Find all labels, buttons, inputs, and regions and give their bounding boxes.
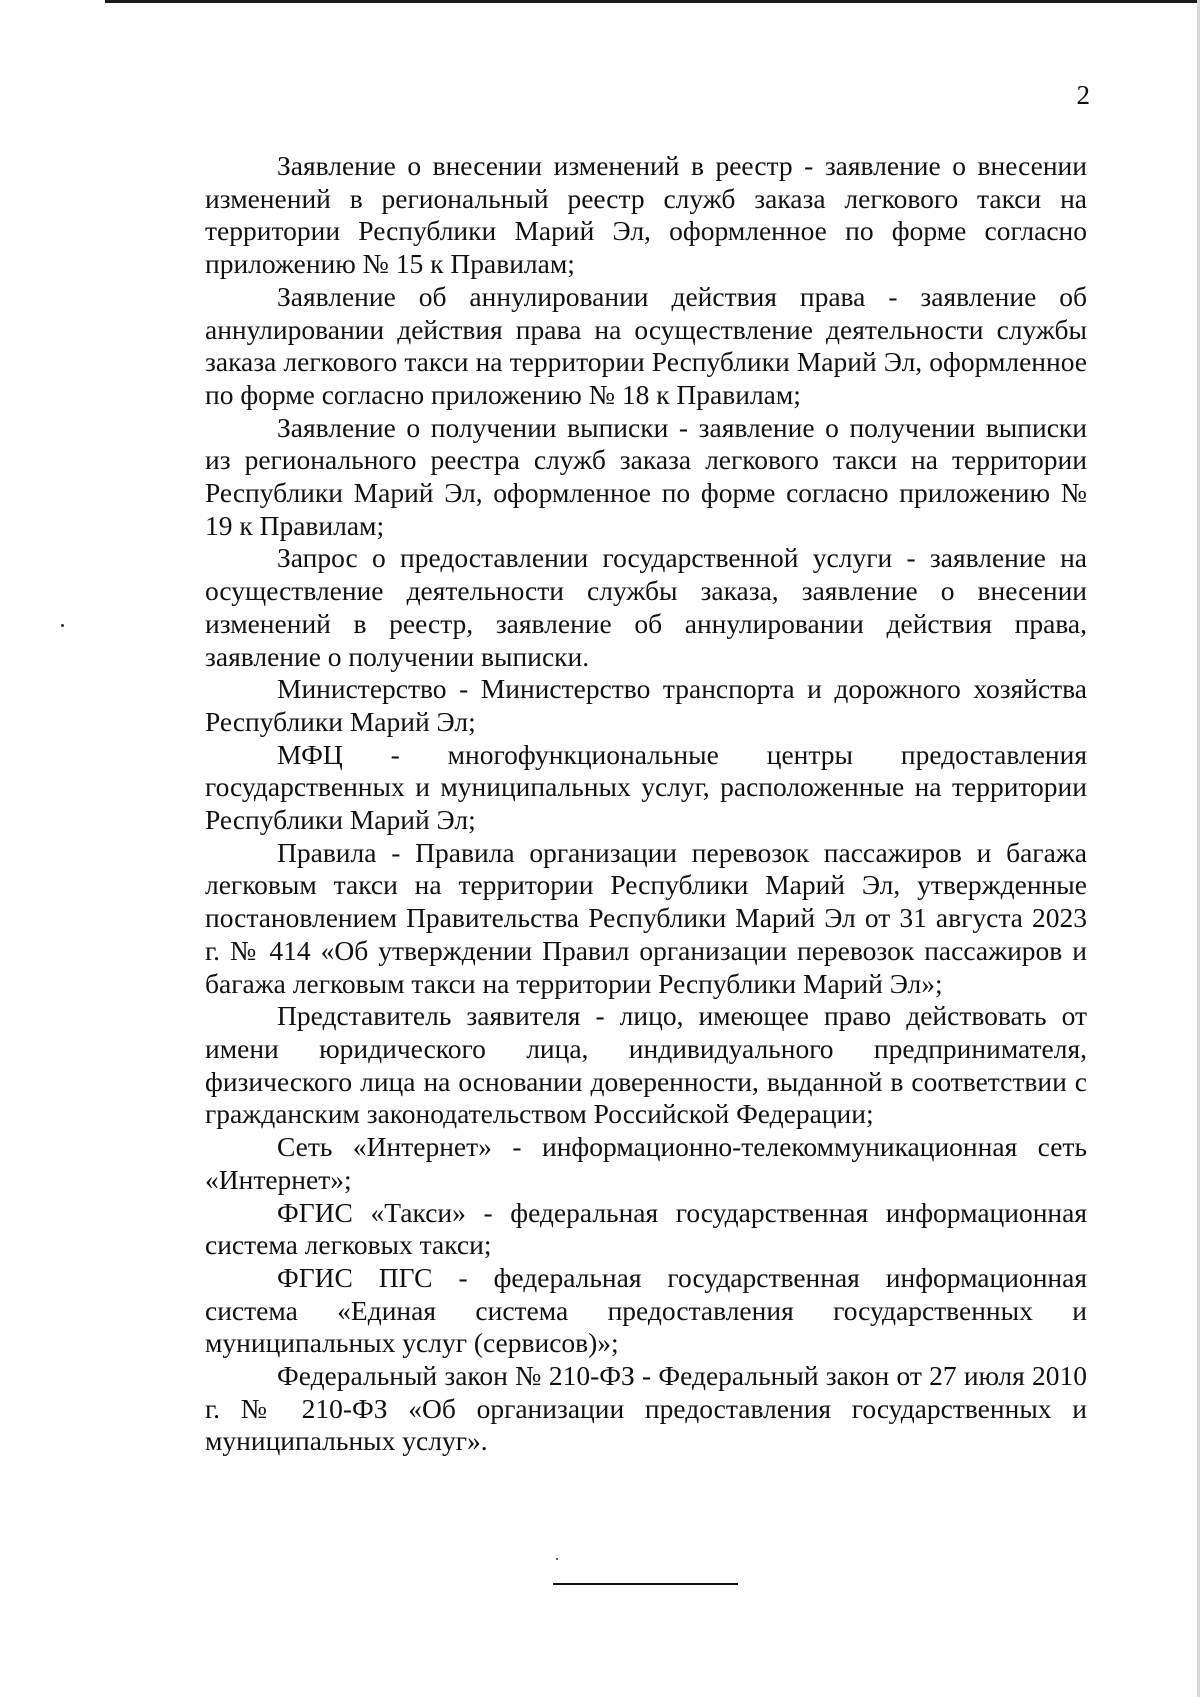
paragraph-rules: Правила - Правила организации перевозок пассажиров и багажа легковым такси на территории Республики Марий Эл, утвержденные постановлением Правительства Республики Марий Эл от 31 августа 2023 г. № 414 «Об утверждении Правил организации перевозок пассажиров и багажа легковым такси на территории Республики Марий Эл»;	[205, 836, 1087, 999]
paragraph-extract-application: Заявление о получении выписки - заявление о получении выписки из регионального реестра служб заказа легкового такси на территории Республики Марий Эл, оформленное по форме согласно приложению № 19 к Правилам;	[205, 411, 1087, 541]
paragraph-service-request: Запрос о предоставлении государственной услуги - заявление на осуществление деятельности службы заказа, заявление о внесении изменений в реестр, заявление об аннулировании действия права, заявление о получении выписки.	[205, 542, 1087, 672]
paragraph-change-registry-application: Заявление о внесении изменений в реестр - заявление о внесении изменений в региональный реестр служб заказа легкового такси на территории Республики Марий Эл, оформленное по форме согласно приложению № 15 к Правилам;	[205, 150, 1087, 280]
scan-speck	[61, 624, 64, 627]
paragraph-annulment-application: Заявление об аннулировании действия права - заявление об аннулировании действия права на осуществление деятельности службы заказа легкового такси на территории Республики Марий Эл, оформленное по форме согласно приложению № 18 к Правилам;	[205, 280, 1087, 410]
paragraph-fgis-taxi: ФГИС «Такси» - федеральная государственная информационная система легковых такси;	[205, 1196, 1087, 1261]
paragraph-internet: Сеть «Интернет» - информационно-телекоммуникационная сеть «Интернет»;	[205, 1131, 1087, 1195]
scan-edge-top	[105, 0, 1200, 3]
end-separator-line	[553, 1583, 738, 1585]
paragraph-mfc: МФЦ - многофункциональные центры предоставления государственных и муниципальных услуг, расположенные на территории Республики Марий Эл;	[205, 738, 1087, 836]
paragraph-fgis-pgs: ФГИС ПГС - федеральная государственная информационная система «Единая система предоставления государственных и муниципальных услуг (сервисов)»;	[205, 1261, 1087, 1359]
paragraph-representative: Представитель заявителя - лицо, имеющее право действовать от имени юридического лица, индивидуального предпринимателя, физического лица на основании доверенности, выданной в соответствии с гражданским законодательством Российской Федерации;	[205, 1000, 1087, 1130]
page-number: 2	[1076, 80, 1090, 110]
document-body	[205, 150, 1087, 1458]
paragraph-ministry: Министерство - Министерство транспорта и дорожного хозяйства Республики Марий Эл;	[205, 673, 1087, 737]
paragraph-federal-law: Федеральный закон № 210-ФЗ - Федеральный закон от 27 июля 2010 г. № 210-ФЗ «Об организации предоставления государственных и муниципальных услуг».	[205, 1360, 1087, 1457]
scan-speck	[556, 1558, 558, 1560]
